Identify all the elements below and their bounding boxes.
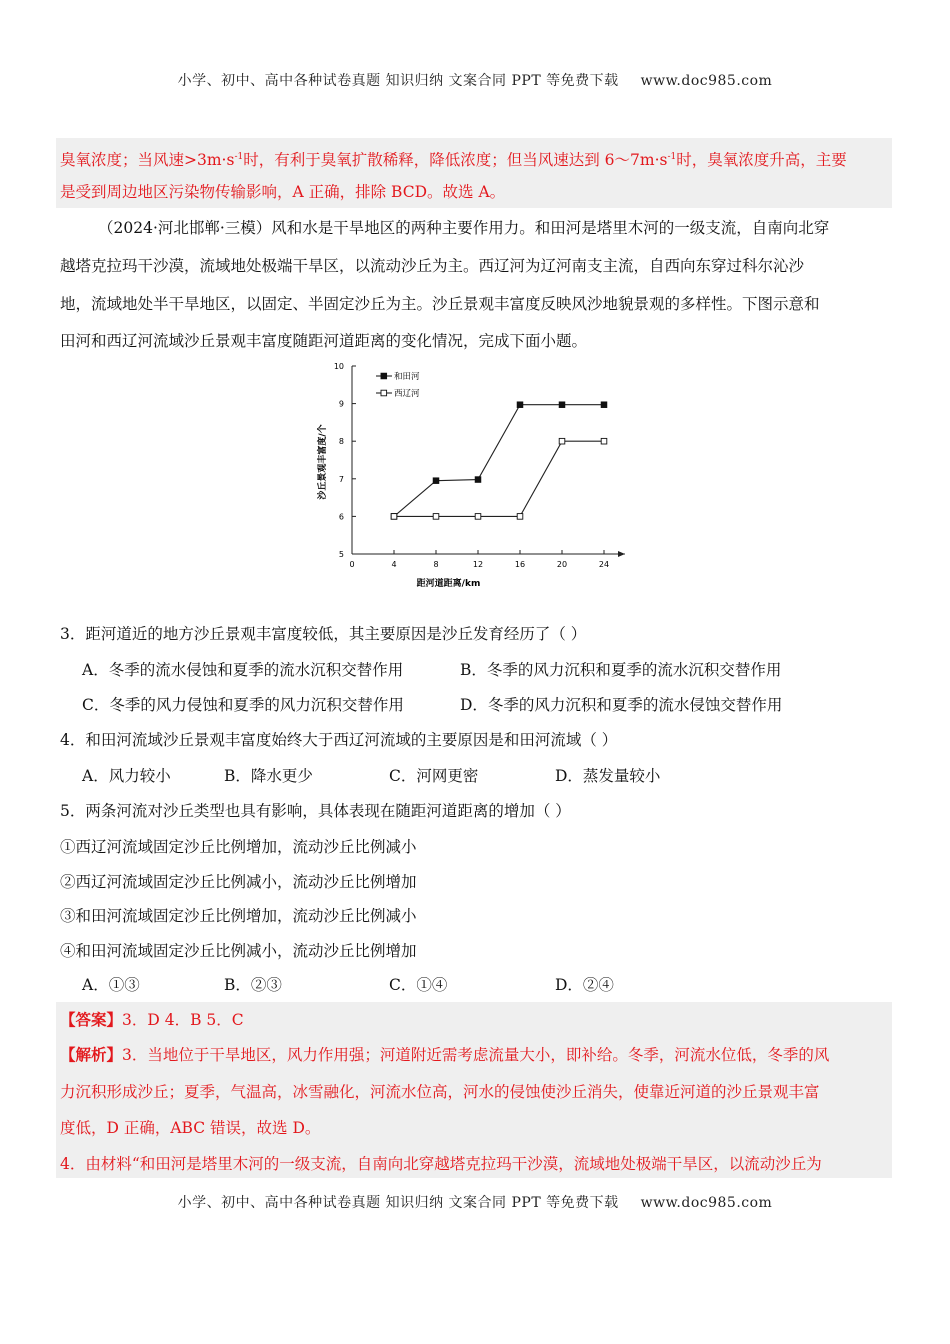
x-tick-label: 24: [598, 560, 610, 569]
analysis-line-4: 4．由材料“和田河是塔里木河的一级支流，自南向北穿越塔克拉玛干沙漠，流域地处极端干旱区，以流动沙丘为: [60, 1155, 822, 1173]
header-text: 小学、初中、高中各种试卷真题 知识归纳 文案合同 PPT 等免费下载: [177, 73, 619, 89]
q4-stem: 4．和田河流域沙丘景观丰富度始终大于西辽河流域的主要原因是和田河流域（ ）: [60, 731, 618, 749]
top-analysis-line-1: 臭氧浓度；当风速$>3m\cdot s^{-1}$时，有利于臭氧扩散稀释，降低浓度；但当风速达到 $6\sim 7m\cdot s^{-1}$时，臭氧浓度升高，主要: [60, 151, 847, 169]
q4-option-d: D．蒸发量较小: [555, 767, 661, 785]
q5-stem: 5．两条河流对沙丘类型也具有影响，具体表现在随距河道距离的增加（ ）: [60, 802, 571, 820]
data-point-2: [559, 438, 565, 444]
data-point-1: [559, 402, 565, 408]
data-point-1: [475, 477, 481, 483]
q5-option-a: A．①③: [82, 976, 140, 994]
dune-richness-chart: [300, 358, 640, 598]
page-footer: [0, 1192, 950, 1212]
top-analysis-line-2: 是受到周边地区污染物传输影响，A 正确，排除 BCD。故选 A。: [60, 183, 506, 201]
q3-stem: 3．距河道近的地方沙丘景观丰富度较低，其主要原因是沙丘发育经历了（ ）: [60, 625, 587, 643]
page-header: [0, 70, 950, 90]
q5-option-d: D．②④: [555, 976, 614, 994]
data-point-2: [475, 514, 481, 520]
analysis-line-2: 力沉积形成沙丘；夏季，气温高，冰雪融化，河流水位高，河水的侵蚀使沙丘消失，使靠近河道的沙丘景观丰富: [60, 1083, 820, 1101]
passage-line-2: 越塔克拉玛干沙漠，流域地处极端干旱区，以流动沙丘为主。西辽河为辽河南支主流，自西向东穿过科尔沁沙: [60, 257, 805, 275]
x-axis-arrow: [618, 551, 625, 557]
footer-text: 小学、初中、高中各种试卷真题 知识归纳 文案合同 PPT 等免费下载: [177, 1195, 619, 1211]
analysis-tag: 【解析】: [60, 1045, 123, 1064]
x-tick-label: 4: [391, 560, 397, 569]
x-tick-label: 20: [556, 560, 568, 569]
footer-site: www.doc985.com: [640, 1195, 773, 1211]
q3-option-d: D．冬季的风力沉积和夏季的流水侵蚀交替作用: [460, 696, 783, 714]
passage-line-1: （2024·河北邯郸·三模）风和水是干旱地区的两种主要作用力。和田河是塔里木河的一级支流，自南向北穿: [98, 219, 830, 237]
y-tick-label: 8: [338, 437, 344, 447]
answer-line: [60, 1010, 244, 1030]
q3-option-c: C．冬季的风力侵蚀和夏季的风力沉积交替作用: [82, 696, 404, 714]
x-tick-label: 0: [349, 560, 355, 569]
y-tick-label: 5: [338, 550, 344, 559]
data-point-2: [517, 514, 523, 520]
q4-option-c: C．河网更密: [389, 767, 479, 785]
y-tick-label: 10: [333, 362, 344, 371]
q5-item-3: ③和田河流域固定沙丘比例增加，流动沙丘比例减小: [60, 907, 417, 925]
q3-option-a: A．冬季的流水侵蚀和夏季的流水沉积交替作用: [82, 661, 404, 679]
series-line-2: [394, 441, 604, 516]
q3-option-b: B．冬季的风力沉积和夏季的流水沉积交替作用: [460, 661, 782, 679]
q5-option-b: B．②③: [224, 976, 282, 994]
data-point-1: [517, 402, 523, 408]
q4-option-b: B．降水更少: [224, 767, 313, 785]
header-site: www.doc985.com: [640, 73, 773, 89]
y-tick-label: 6: [338, 512, 344, 522]
data-point-2: [433, 514, 439, 520]
legend-marker-1: [381, 373, 387, 379]
answer-tag: 【答案】: [60, 1010, 123, 1029]
x-tick-label: 12: [472, 560, 484, 569]
series-line-1: [394, 405, 604, 517]
x-axis-label: 距河道距离/km: [416, 579, 481, 589]
data-point-1: [601, 402, 607, 408]
legend-label-1: 和田河: [394, 372, 420, 382]
y-axis-label: 沙丘景观丰富度/个: [318, 424, 328, 500]
legend-label-2: 西辽河: [394, 389, 420, 399]
data-point-2: [601, 438, 607, 444]
data-point-2: [391, 514, 397, 520]
y-tick-label: 7: [338, 474, 344, 484]
y-tick-label: 9: [338, 399, 344, 409]
data-point-1: [433, 478, 439, 484]
x-tick-label: 16: [514, 560, 526, 569]
analysis-line-1: 【解析】3．当地位于干旱地区，风力作用强；河道附近需考虑流量大小，即补给。冬季，河流水位低，冬季的风: [60, 1045, 830, 1064]
analysis-line-3: 度低，D 正确，ABC 错误，故选 D。: [60, 1119, 321, 1137]
passage-line-4: 田河和西辽河流域沙丘景观丰富度随距河道距离的变化情况，完成下面小题。: [60, 332, 588, 350]
q5-item-4: ④和田河流域固定沙丘比例减小，流动沙丘比例增加: [60, 942, 417, 960]
answer-text: 3．D 4．B 5．C: [122, 1011, 244, 1029]
q5-item-1: ①西辽河流域固定沙丘比例增加，流动沙丘比例减小: [60, 838, 417, 856]
passage-line-3: 地，流域地处半干旱地区，以固定、半固定沙丘为主。沙丘景观丰富度反映风沙地貌景观的多样性。下图示意和: [60, 295, 820, 313]
q5-option-c: C．①④: [389, 976, 448, 994]
q4-option-a: A．风力较小: [82, 767, 171, 785]
q5-item-2: ②西辽河流域固定沙丘比例减小，流动沙丘比例增加: [60, 873, 417, 891]
legend-marker-2: [381, 390, 387, 396]
x-tick-label: 8: [433, 560, 439, 569]
